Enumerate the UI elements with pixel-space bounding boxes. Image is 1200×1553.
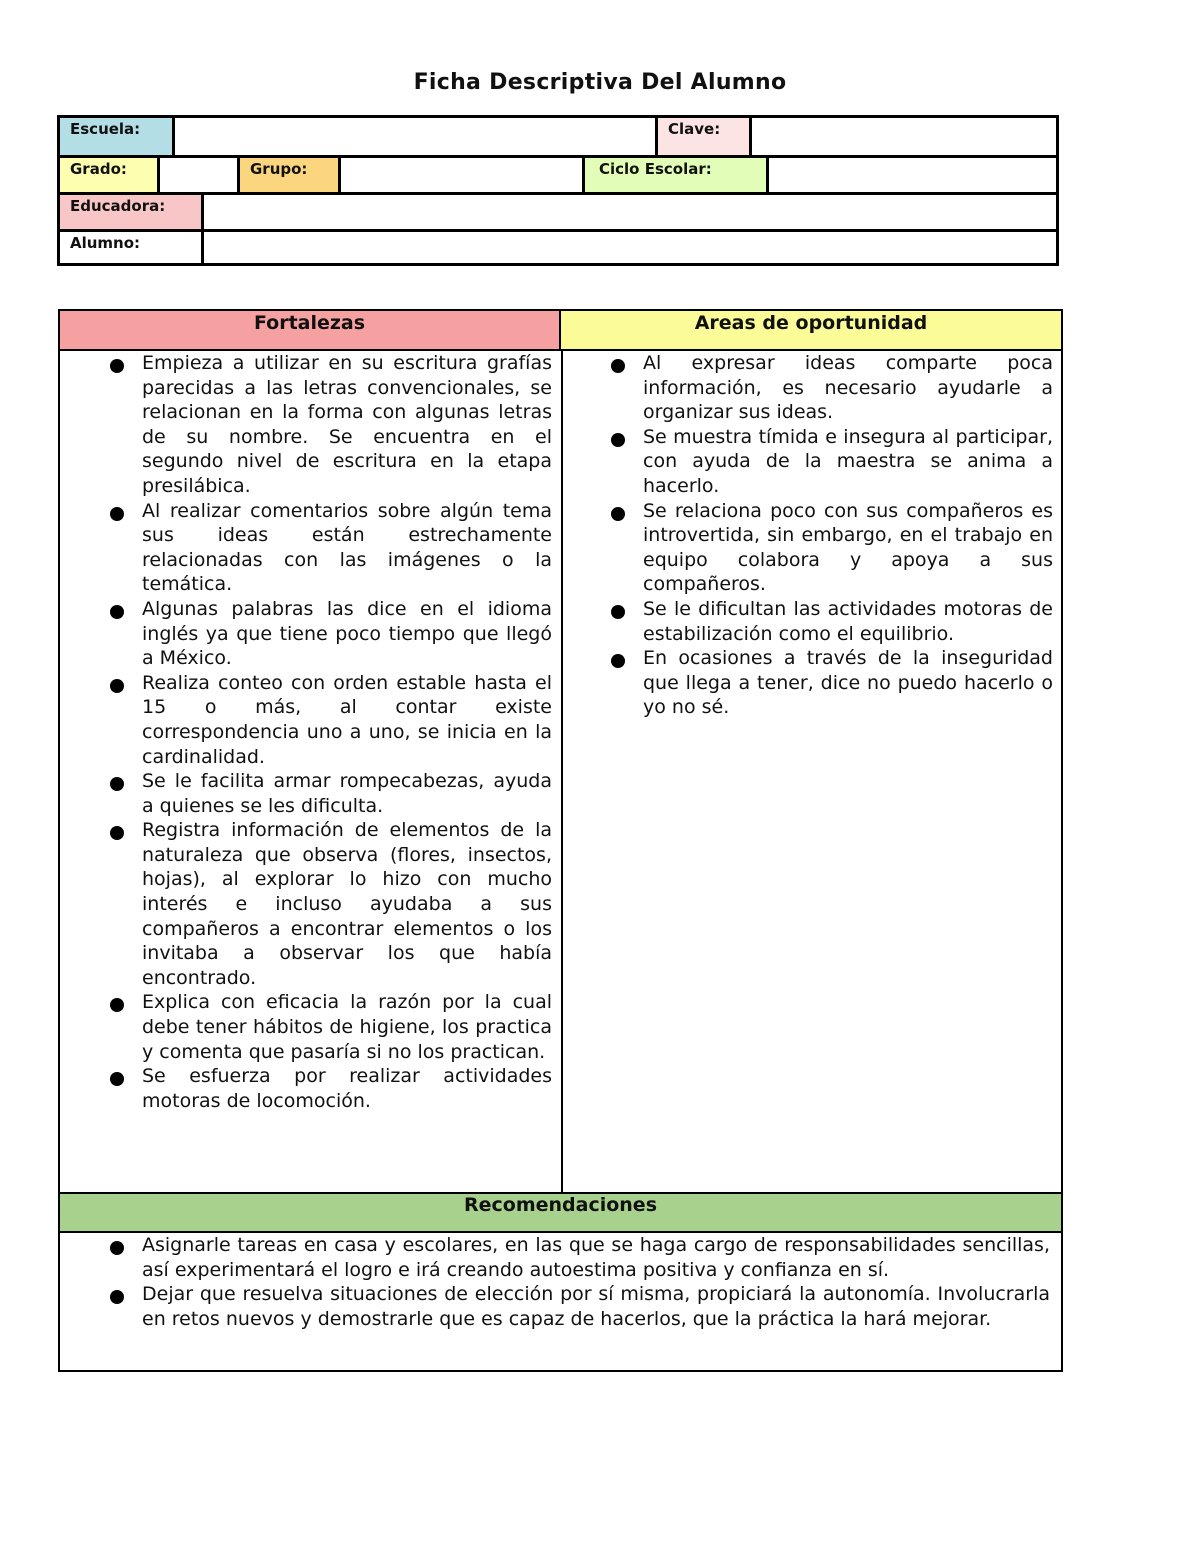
column-divider (561, 351, 563, 1194)
grupo-label: Grupo: (240, 158, 341, 192)
form-row-grado (60, 155, 1056, 192)
grado-field[interactable] (160, 158, 240, 192)
form-row-escuela (60, 118, 1056, 155)
list-item: Registra información de elementos de la naturaleza que observa (flores, insectos, hojas), al explorar lo hizo con mucho interés e incluso ayudaba a sus compañeros a encontrar elementos o los invitaba a observar los que había encontrado. (142, 819, 552, 989)
escuela-label: Escuela: (60, 118, 175, 155)
student-info-form (57, 115, 1059, 266)
list-item: Se relaciona poco con sus compañeros es introvertida, sin embargo, en el trabajo en equipo colabora y apoya a sus compañeros. (643, 499, 1053, 596)
grado-label: Grado: (60, 158, 160, 192)
list-item: Al realizar comentarios sobre algún tema sus ideas están estrechamente relacionadas con las imágenes o la temática. (142, 499, 552, 596)
educadora-label: Educadora: (60, 195, 204, 229)
fortalezas-list (142, 351, 552, 1113)
list-item: Algunas palabras las dice en el idioma inglés ya que tiene poco tiempo que llegó a México. (142, 597, 552, 670)
list-item: Se le dificultan las actividades motoras de estabilización como el equilibrio. (643, 597, 1053, 645)
list-item: Se esfuerza por realizar actividades motoras de locomoción. (142, 1065, 552, 1112)
clave-field[interactable] (752, 118, 1056, 155)
fortalezas-header: Fortalezas (60, 311, 561, 351)
list-item: Dejar que resuelva situaciones de elección por sí misma, propiciará la autonomía. Involucrarla en retos nuevos y demostrarle que es capaz de hacerlos, que la práctica la hará mejorar. (142, 1283, 1050, 1330)
educadora-field[interactable] (204, 195, 1056, 229)
areas-list (643, 351, 1053, 720)
ciclo-escolar-label: Ciclo Escolar: (585, 158, 769, 192)
list-item: Asignarle tareas en casa y escolares, en las que se haga cargo de responsabilidades sencillas, así experimentará el logro e irá creando autoestima positiva y confianza en sí. (142, 1234, 1050, 1281)
recomendaciones-list (142, 1233, 1050, 1331)
alumno-label: Alumno: (60, 232, 204, 263)
list-item: Se muestra tímida e insegura al participar, con ayuda de la maestra se anima a hacerlo. (643, 425, 1053, 497)
escuela-field[interactable] (175, 118, 658, 155)
page-title: Ficha Descriptiva Del Alumno (413, 70, 787, 95)
evaluation-table (58, 309, 1063, 1372)
list-item: Empieza a utilizar en su escritura grafías parecidas a las letras convencionales, se relacionan en la forma con algunas letras de su nombre. Se encuentra en el segundo nivel de escritura en la etapa presilábica. (142, 352, 552, 497)
recomendaciones-header: Recomendaciones (60, 1192, 1061, 1233)
grupo-field[interactable] (341, 158, 585, 192)
list-item: Realiza conteo con orden estable hasta el 15 o más, al contar existe correspondencia uno a uno, se inicia en la cardinalidad. (142, 671, 552, 768)
clave-label: Clave: (658, 118, 752, 155)
areas-header: Areas de oportunidad (561, 311, 1061, 351)
alumno-field[interactable] (204, 232, 1056, 263)
list-item: En ocasiones a través de la inseguridad que llega a tener, dice no puedo hacerlo o yo no sé. (643, 647, 1053, 719)
list-item: Explica con eficacia la razón por la cual debe tener hábitos de higiene, los practica y comenta que pasaría si no los practican. (142, 991, 552, 1063)
form-row-educadora (60, 192, 1056, 229)
ciclo-escolar-field[interactable] (769, 158, 1056, 192)
list-item: Se le facilita armar rompecabezas, ayuda a quienes se les dificulta. (142, 770, 552, 817)
form-row-alumno (60, 229, 1056, 263)
list-item: Al expresar ideas comparte poca información, es necesario ayudarle a organizar sus ideas. (643, 352, 1053, 424)
